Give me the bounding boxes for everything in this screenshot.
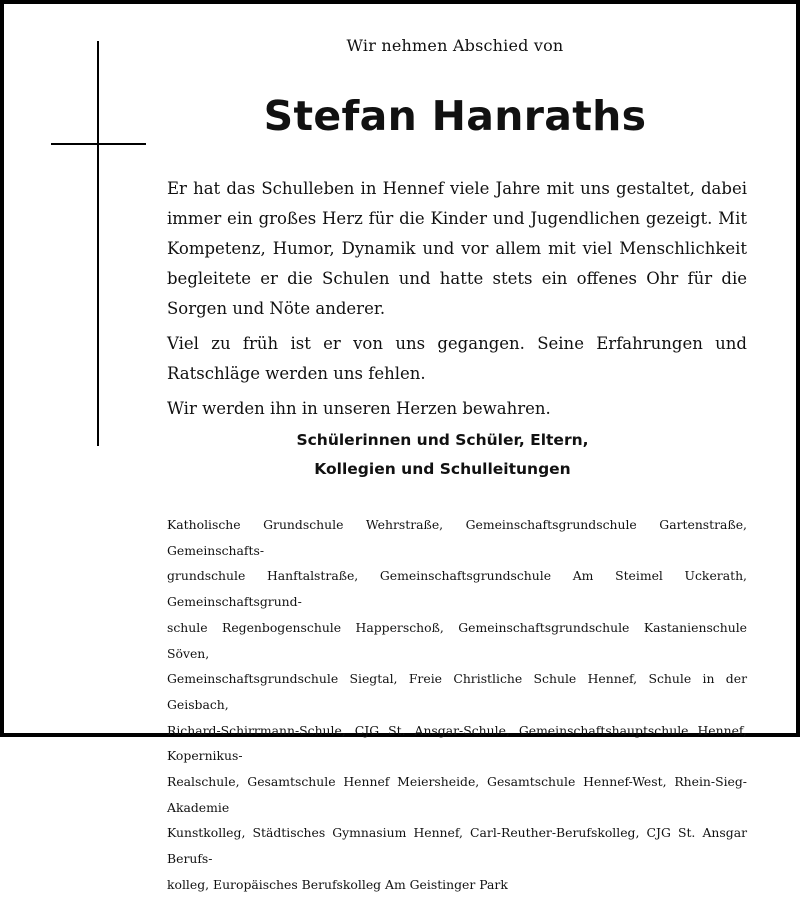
signers-line: Schülerinnen und Schüler, Eltern, — [296, 431, 589, 449]
schools-line: Realschule, Gesamtschule Hennef Meiersheide, Gesamtschule Hennef-West, Rhein-Sieg-Akademie — [167, 774, 747, 815]
notice-body — [167, 174, 747, 429]
body-paragraph: Viel zu früh ist er von uns gegangen. Seine Erfahrungen und Ratschläge werden uns fehlen. — [167, 334, 747, 383]
body-paragraph: Er hat das Schulleben in Hennef viele Jahre mit uns gestaltet, dabei immer ein großes Herz für die Kinder und Jugendlichen gezeigt. Mit Kompetenz, Humor, Dynamik und vor allem mit viel Menschlichkeit begleitete er die Schulen und hatte stets ein offenes Ohr für die Sorgen und Nöte anderer. — [167, 179, 747, 318]
schools-line: Richard-Schirrmann-Schule, CJG St. Ansgar-Schule, Gemeinschaftshauptschule Hennef, Kopernikus- — [167, 722, 747, 764]
cross-vertical-bar — [97, 41, 99, 446]
schools-line: kolleg, Europäisches Berufskolleg Am Geistinger Park — [167, 876, 508, 892]
schools-list — [167, 512, 747, 898]
deceased-name: Stefan Hanraths — [263, 92, 647, 140]
schools-line: schule Regenbogenschule Happerschoß, Gemeinschaftsgrundschule Kastanienschule Söven, — [167, 619, 747, 661]
cross-horizontal-bar — [51, 143, 146, 145]
body-paragraph: Wir werden ihn in unseren Herzen bewahren. — [167, 399, 551, 418]
schools-line: Kunstkolleg, Städtisches Gymnasium Hennef, Carl-Reuther-Berufskolleg, CJG St. Ansgar Berufs- — [167, 825, 747, 867]
signers-line: Kollegien und Schulleitungen — [314, 460, 571, 478]
intro-line: Wir nehmen Abschied von — [346, 36, 564, 55]
schools-line: Katholische Grundschule Wehrstraße, Gemeinschaftsgrundschule Gartenstraße, Gemeinschafts- — [167, 517, 747, 558]
signers-block — [165, 426, 720, 484]
schools-line: Gemeinschaftsgrundschule Siegtal, Freie Christliche Schule Hennef, Schule in der Geisbach, — [167, 671, 747, 712]
schools-line: grundschule Hanftalstraße, Gemeinschaftsgrundschule Am Steimel Uckerath, Gemeinschaftsgrund- — [167, 568, 747, 610]
